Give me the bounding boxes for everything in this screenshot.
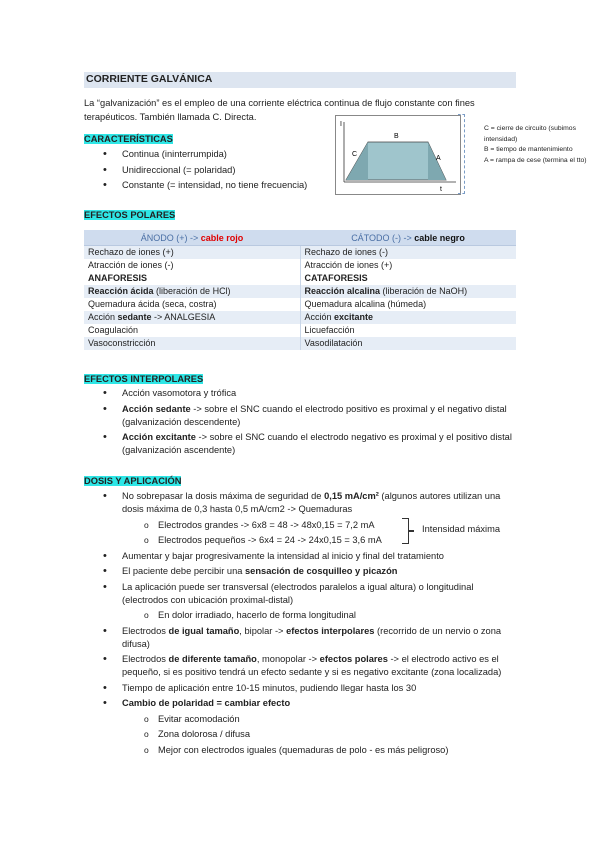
list-item: o Electrodos pequeños -> 6x4 = 24 -> 24x0,15 = 3,6 mA [84,534,514,547]
efectos-interpolares-heading: EFECTOS INTERPOLARES [84,374,204,384]
intro-line-2: terapéuticos. También llamada C. Directa. [84,112,257,122]
list-item: • Cambio de polaridad = cambiar efecto [84,697,514,710]
efectos-polares-heading: EFECTOS POLARES [84,210,176,220]
list-item: o Evitar acomodación [84,713,514,726]
list-item: • La aplicación puede ser transversal (electrodos paralelos a igual altura) o longitudinal (electrodos con ubicación proximal-distal) [84,581,514,607]
list-item: • Electrodos de igual tamaño, bipolar -> efectos interpolares (recorrido de un nervio o zona difusa) [84,625,514,651]
caracteristicas-heading: CARACTERÍSTICAS [84,134,173,144]
figure-legend [484,124,600,166]
list-item: • Continua (ininterrumpida) [84,148,344,161]
axis-t-label: t [440,186,442,193]
table-row: ANAFORESIS CATAFORESIS [84,272,516,285]
page-title: CORRIENTE GALVÁNICA [86,73,213,85]
list-item: • Acción sedante -> sobre el SNC cuando el electrodo positivo es proximal y el negativo distal (galvanización descendente) [84,403,514,429]
list-item: o Mejor con electrodos iguales (quemaduras de polo - es más peligroso) [84,744,514,757]
waveform-graph [336,116,460,194]
list-item: • Unidireccional (= polaridad) [84,164,344,177]
list-item: • Tiempo de aplicación entre 10-15 minutos, pudiendo llegar hasta los 30 [84,682,514,695]
table-row: Quemadura ácida (seca, costra) Quemadura alcalina (húmeda) [84,298,516,311]
list-item: • Acción vasomotora y trófica [84,387,514,400]
intensity-brace-tick [408,530,414,532]
efectos-interpolares-list [84,387,514,460]
legend-c: C = cierre de circuito (subimos intensidad) [484,125,576,143]
efectos-polares-table [84,230,516,350]
table-row: Rechazo de iones (+) Rechazo de iones (-) [84,246,516,260]
table-row: Coagulación Licuefacción [84,324,516,337]
list-item: • Constante (= intensidad, no tiene frecuencia) [84,179,344,192]
list-item: o En dolor irradiado, hacerlo de forma longitudinal [84,609,514,622]
caracteristicas-list [84,148,344,195]
dosis-heading: DOSIS Y APLICACIÓN [84,476,182,486]
list-item: • El paciente debe percibir una sensación de cosquilleo y picazón [84,565,514,578]
list-item: • Electrodos de diferente tamaño, monopolar -> efectos polares -> el electrodo activo es el pequeño, si es positivo tendrá un efecto sedante y si es negativo excitante (zona localizada) [84,653,514,679]
intensity-label: Intensidad máxima [422,524,501,534]
axis-i-label: I [340,121,342,128]
legend-a: A = rampa de cese (termina el tto) [484,156,587,164]
table-row: Atracción de iones (-) Atracción de iones (+) [84,259,516,272]
catodo-header: CÁTODO (-) -> cable negro [300,230,516,246]
list-item: • Acción excitante -> sobre el SNC cuando el electrodo negativo es proximal y el positivo distal (galvanización ascendente) [84,431,514,457]
label-b: B [394,133,399,140]
list-item: o Electrodos grandes -> 6x8 = 48 -> 48x0,15 = 7,2 mA [84,519,514,532]
table-row: Acción sedante -> ANALGESIA Acción excitante [84,311,516,324]
list-item: • Aumentar y bajar progresivamente la intensidad al inicio y final del tratamiento [84,550,514,563]
intro-line-1: La “galvanización” es el empleo de una corriente eléctrica continua de flujo constante con fines [84,98,475,108]
label-c: C [352,151,358,158]
table-row: Reacción ácida (liberación de HCl) Reacción alcalina (liberación de NaOH) [84,285,516,298]
legend-bracket [458,114,465,194]
list-item: o Zona dolorosa / difusa [84,728,514,741]
list-item: • No sobrepasar la dosis máxima de seguridad de 0,15 mA/cm² (algunos autores utilizan una dosis máxima de 0,3 hasta 0,5 mA/cm2 -> Quemaduras [84,490,514,516]
label-a: A [436,155,441,162]
galvanic-waveform-figure [335,115,461,195]
anodo-header: ÁNODO (+) -> cable rojo [84,230,300,246]
legend-b: B = tiempo de mantenimiento [484,146,573,153]
table-row: Vasoconstricción Vasodilatación [84,337,516,350]
